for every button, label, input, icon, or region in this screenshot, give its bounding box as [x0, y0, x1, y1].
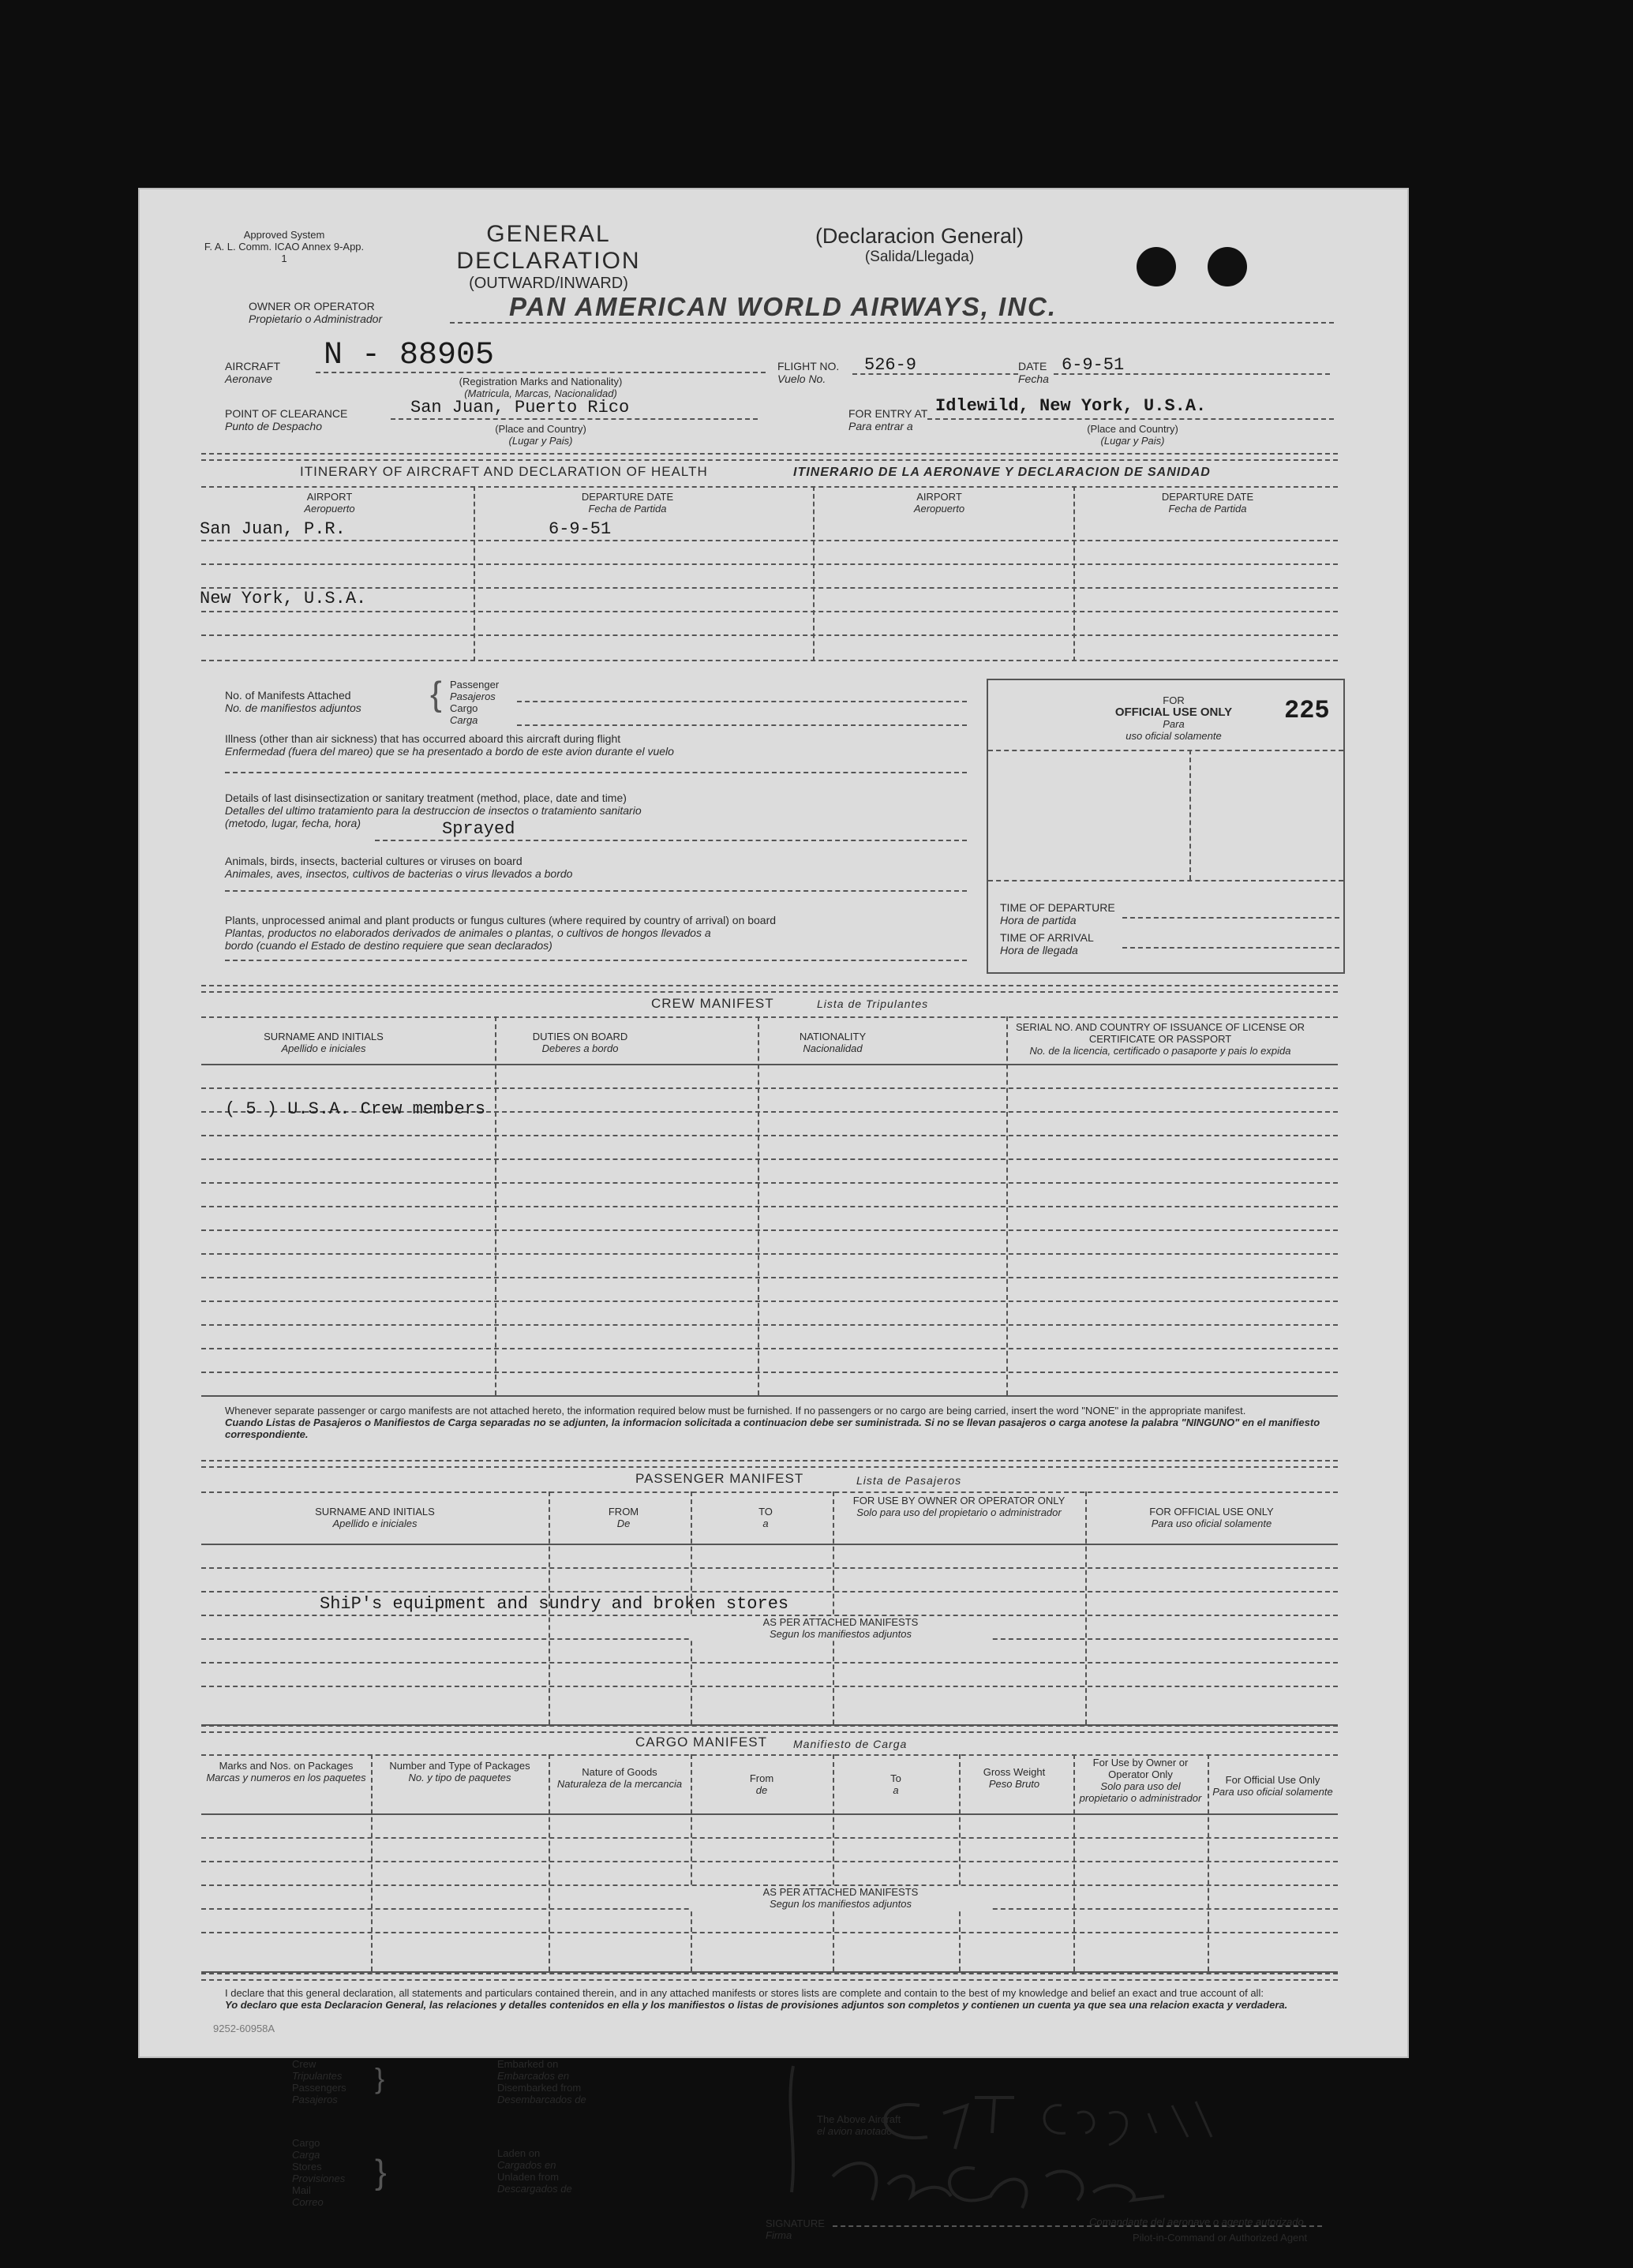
cargo-attached-text: AS PER ATTACHED MANIFESTS	[762, 1886, 919, 1898]
signature-scribble	[785, 2058, 1338, 2216]
disinsect-value: Sprayed	[442, 819, 515, 839]
punch-hole	[1208, 247, 1247, 286]
approval-ref: F. A. L. Comm. ICAO Annex 9-App. 1	[204, 241, 365, 264]
cargo-attached	[691, 1886, 991, 1910]
embark-labels: Embarked on Embarcados en Disembarked from Desembarcados de	[497, 2058, 586, 2105]
owner-value: PAN AMERICAN WORLD AIRWAYS, INC.	[509, 292, 1058, 321]
note-text-es: Cuando Listas de Pasajeros o Manifiestos de Carga separadas no se adjunten, la informacion solicitada a continuacion debe ser suministrada. Si no se llevan pasajeros o carga anotese la palabra "NINGUNO" en el manifiesto correspondiente.	[225, 1417, 1320, 1440]
official-label: OFFICIAL USE ONLY	[1114, 705, 1233, 719]
col-airport: AIRPORT	[306, 491, 353, 503]
cargo-attached-text-es: Segun los manifiestos adjuntos	[770, 1898, 912, 1910]
form-title-es-sub: (Salida/Llegada)	[864, 249, 975, 265]
cargo-col-owner-es: Solo para uso del propietario o administrador	[1079, 1780, 1202, 1804]
illness-label: Illness (other than air sickness) that has occurred aboard this aircraft during flight Enfermedad (fuera del mareo) que se ha presentado a bordo de este avion durante el vuelo	[225, 732, 674, 758]
col-departure-es: Fecha de Partida	[588, 503, 667, 515]
crew-title: CREW MANIFEST	[651, 996, 774, 1011]
col-departure: DEPARTURE DATE	[581, 491, 674, 503]
general-declaration-form	[138, 188, 1409, 2244]
plants-label: Plants, unprocessed animal and plant products or fungus cultures (where required by country of arrival) on board Plantas, productos no elaborados derivados de animales o plantas, o cultivos de hongos llevados a bordo (cuando el Estado de destino requiere que sean declarados)	[225, 914, 777, 952]
entry-sub: (Place and Country) (Lugar y Pais)	[1087, 423, 1178, 447]
disinsect-label: Details of last disinsectization or sanitary treatment (method, place, date and time) Detalles del ultimo tratamiento para la destruccion de insectos o tratamiento sanitario (metodo, lugar, fecha, hora)	[225, 792, 642, 829]
declaration-es: Yo declaro que esta Declaracion General, las relaciones y detalles contenidos en ella y los manifiestos o listas de provisiones adjuntos son completos y contienen un cuenta ya que sea una relacion exacta y verdadera.	[225, 1999, 1288, 2011]
col-airport-2: AIRPORT	[916, 491, 962, 503]
cargo-col-marks: Marks and Nos. on Packages	[219, 1760, 354, 1772]
signature-label: SIGNATURE Firma	[766, 2217, 825, 2241]
cargo-col-to: To	[890, 1772, 901, 1784]
form-title-sub: (OUTWARD/INWARD)	[469, 275, 628, 292]
crew-col-nationality-es: Nacionalidad	[803, 1042, 863, 1054]
brace: }	[375, 2062, 385, 2094]
passenger-title: PASSENGER MANIFEST	[635, 1471, 804, 1486]
pax-col-to-es: a	[762, 1518, 769, 1529]
col-airport-es-2: Aeropuerto	[913, 503, 965, 515]
passenger-title-es: Lista de Pasajeros	[856, 1474, 962, 1487]
cargo-col-official-es: Para uso oficial solamente	[1212, 1786, 1333, 1798]
cargo-col-nature: Nature of Goods	[582, 1766, 657, 1778]
title-es-block	[789, 224, 1050, 266]
form-title: GENERAL DECLARATION	[456, 221, 641, 274]
flight-label: FLIGHT NO. Vuelo No.	[777, 360, 840, 385]
pilot-label: Pilot-in-Command or Authorized Agent	[1133, 2232, 1308, 2244]
col-airport-es: Aeropuerto	[304, 503, 355, 515]
pax-col-official-es: Para uso oficial solamente	[1151, 1518, 1272, 1529]
itinerary-title: ITINERARY OF AIRCRAFT AND DECLARATION OF HEALTH	[300, 464, 708, 479]
declaration-en: I declare that this general declaration, all statements and particulars contained therein, and in any attached manifests or stores lists are complete and contain to the best of my knowledge and belief an exact and true account of all:	[225, 1987, 1264, 1999]
cargo-col-owner: For Use by Owner or Operator Only	[1092, 1757, 1189, 1780]
cargo-col-weight: Gross Weight	[983, 1766, 1046, 1778]
passenger-entry: ShiP's equipment and sundry and broken stores	[320, 1594, 789, 1614]
form-number: 9252-60958A	[213, 2023, 275, 2034]
clearance-sub: (Place and Country) (Lugar y Pais)	[495, 423, 586, 447]
official-for: FOR	[1163, 694, 1185, 706]
cargo-col-official: For Official Use Only	[1225, 1774, 1320, 1786]
pax-col-surname-es: Apellido e iniciales	[332, 1518, 418, 1529]
official-label-es: Para	[1163, 718, 1185, 730]
aircraft-label: AIRCRAFT Aeronave	[225, 360, 280, 385]
crew-col-duties-es: Deberes a bordo	[541, 1042, 619, 1054]
above-aircraft-label: The Above Aircraft el avion anotado	[817, 2113, 901, 2137]
time-departure-label: TIME OF DEPARTURE Hora de partida	[1000, 901, 1115, 926]
laden-labels: Laden on Cargados en Unladen from Descargados de	[497, 2147, 572, 2195]
owner-label: OWNER OR OPERATOR Propietario o Administrador	[249, 300, 383, 325]
cargo-col-from: From	[749, 1772, 774, 1784]
pax-col-to: TO	[758, 1506, 773, 1518]
cargo-title-es: Manifiesto de Carga	[793, 1738, 908, 1750]
pax-col-official: FOR OFFICIAL USE ONLY	[1149, 1506, 1274, 1518]
cargo-title: CARGO MANIFEST	[635, 1735, 768, 1750]
pilot-label-es: Comandante del aeronave o agente autorizado	[1089, 2216, 1304, 2228]
pax-col-from: FROM	[608, 1506, 639, 1518]
crew-col-nationality: NATIONALITY	[799, 1031, 867, 1042]
cargo-col-to-es: a	[893, 1784, 899, 1796]
aircraft-sub: (Registration Marks and Nationality) (Matricula, Marcas, Nacionalidad)	[459, 376, 623, 399]
time-arrival-label: TIME OF ARRIVAL Hora de llegada	[1000, 931, 1094, 956]
crew-entry: ( 5 ) U.S.A. Crew members	[225, 1099, 486, 1119]
punch-hole	[1137, 247, 1176, 286]
date-label: DATE Fecha	[1018, 360, 1049, 385]
pax-attached-text-es: Segun los manifiestos adjuntos	[770, 1628, 912, 1640]
flight-number: 526-9	[864, 355, 917, 375]
pax-col-owner-es: Solo para uso del propietario o administrador	[856, 1506, 1062, 1518]
official-use-box	[987, 679, 1345, 974]
clearance-value: San Juan, Puerto Rico	[410, 398, 630, 417]
itinerary-airport-1: San Juan, P.R.	[200, 519, 346, 539]
col-departure-es-2: Fecha de Partida	[1168, 503, 1247, 515]
official-number: 225	[1284, 696, 1330, 725]
entry-label: FOR ENTRY AT Para entrar a	[848, 407, 928, 432]
cargo-stores-labels: Cargo Carga Stores Provisiones Mail Correo	[292, 2137, 346, 2208]
form-title-es: (Declaracion General)	[815, 224, 1024, 248]
pax-attached	[691, 1616, 991, 1640]
crew-col-surname: SURNAME AND INITIALS	[264, 1031, 384, 1042]
itinerary-date-1: 6-9-51	[549, 519, 612, 539]
crew-col-serial-es: No. de la licencia, certificado o pasaporte y pais lo expida	[1029, 1045, 1291, 1057]
itinerary-airport-2: New York, U.S.A.	[200, 589, 367, 608]
official-label-es2: uso oficial solamente	[1125, 730, 1222, 742]
cargo-col-number: Number and Type of Packages	[389, 1760, 530, 1772]
animals-label: Animals, birds, insects, bacterial cultures or viruses on board Animales, aves, insectos, cultivos de bacterias o virus llevados a bordo	[225, 855, 573, 880]
declaration-text	[225, 1987, 1330, 2011]
manifest-note	[225, 1405, 1330, 1440]
pax-col-owner: FOR USE BY OWNER OR OPERATOR ONLY	[852, 1495, 1066, 1506]
aircraft-registration: N - 88905	[324, 338, 495, 373]
approval-block	[201, 229, 367, 264]
date-value: 6-9-51	[1062, 355, 1125, 375]
pax-col-surname: SURNAME AND INITIALS	[315, 1506, 435, 1518]
itinerary-title-es: ITINERARIO DE LA AERONAVE Y DECLARACION DE SANIDAD	[793, 466, 1211, 479]
note-text: Whenever separate passenger or cargo manifests are not attached hereto, the information required below must be furnished. If no passengers or no cargo are being carried, insert the word "NONE" in the appropriate manifest.	[225, 1405, 1246, 1417]
cargo-col-marks-es: Marcas y numeros en los paquetes	[206, 1772, 366, 1783]
title-block	[399, 221, 699, 293]
manifests-label: No. of Manifests Attached No. de manifiestos adjuntos	[225, 689, 361, 714]
brace: }	[375, 2153, 387, 2191]
cargo-col-weight-es: Peso Bruto	[988, 1778, 1040, 1790]
col-departure-2: DEPARTURE DATE	[1161, 491, 1254, 503]
approved-text: Approved System	[243, 229, 325, 241]
cargo-col-number-es: No. y tipo de paquetes	[408, 1772, 511, 1783]
cargo-col-from-es: de	[755, 1784, 768, 1796]
manifest-types: Passenger Pasajeros Cargo Carga	[450, 679, 500, 726]
pax-col-from-es: De	[616, 1518, 631, 1529]
entry-value: Idlewild, New York, U.S.A.	[935, 396, 1207, 416]
crew-passengers-labels: Crew Tripulantes Passengers Pasajeros	[292, 2058, 346, 2105]
crew-col-serial: SERIAL NO. AND COUNTRY OF ISSUANCE OF LICENSE OR CERTIFICATE OR PASSPORT	[1016, 1021, 1305, 1045]
cargo-col-nature-es: Naturaleza de la mercancia	[556, 1778, 683, 1790]
crew-col-duties: DUTIES ON BOARD	[532, 1031, 628, 1042]
crew-title-es: Lista de Tripulantes	[817, 997, 929, 1010]
brace: {	[430, 675, 442, 713]
pax-attached-text: AS PER ATTACHED MANIFESTS	[762, 1616, 919, 1628]
clearance-label: POINT OF CLEARANCE Punto de Despacho	[225, 407, 348, 432]
crew-col-surname-es: Apellido e iniciales	[281, 1042, 366, 1054]
